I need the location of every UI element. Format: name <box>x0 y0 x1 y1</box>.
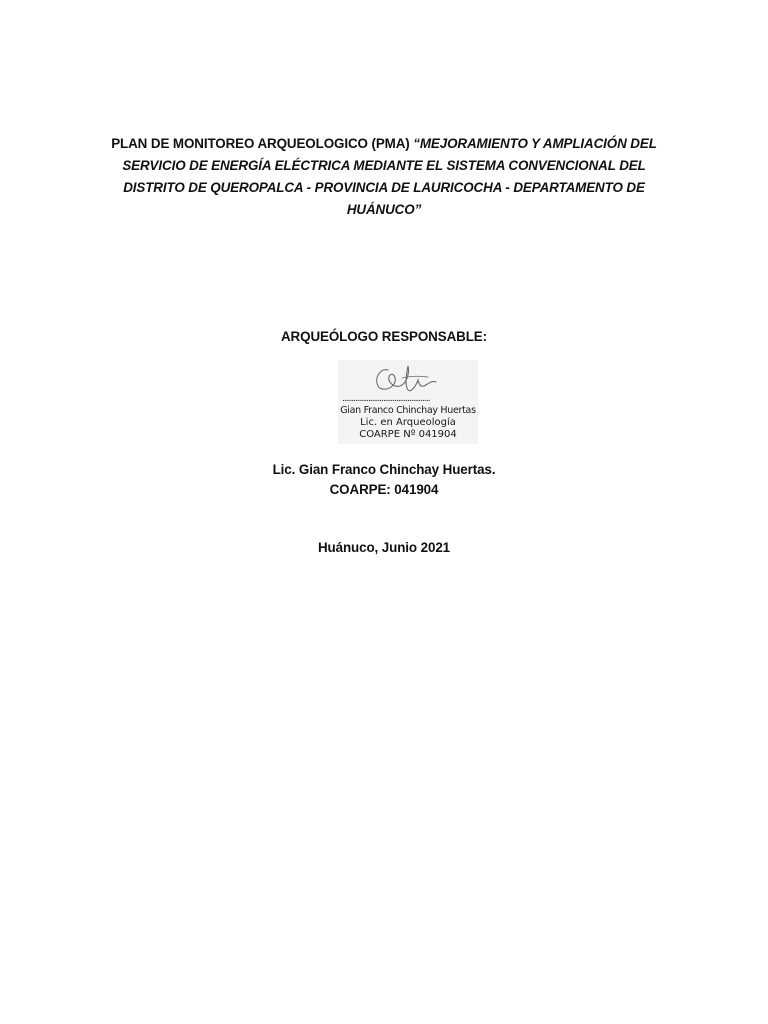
responsible-label: ARQUEÓLOGO RESPONSABLE: <box>280 329 487 344</box>
stamp-registry: COARPE Nº 041904 <box>359 429 457 440</box>
title-project-name: “MEJORAMIENTO Y AMPLIACIÓN DEL SERVICIO DE ENERGÍA ELÉCTRICA MEDIANTE EL SISTEMA CONVENCIONAL DEL DISTRITO DE QUEROPALCA - PROVINCIA DE LAURICOCHA - DEPARTAMENTO DE HUÁNUCO” <box>122 136 657 217</box>
document-title <box>110 133 658 221</box>
handwritten-signature <box>366 360 446 398</box>
signature-stamp <box>338 360 478 444</box>
title-prefix: PLAN DE MONITOREO ARQUEOLOGICO (PMA) <box>111 136 414 151</box>
stamp-degree: Lic. en Arqueología <box>360 417 456 428</box>
signature-line: ............................................... <box>342 394 430 404</box>
place-date: Huánuco, Junio 2021 <box>317 540 451 555</box>
stamp-name: Gian Franco Chinchay Huertas <box>340 405 476 416</box>
signer-registry-id: COARPE: 041904 <box>329 482 439 497</box>
signer-name: Lic. Gian Franco Chinchay Huertas. <box>272 462 496 477</box>
